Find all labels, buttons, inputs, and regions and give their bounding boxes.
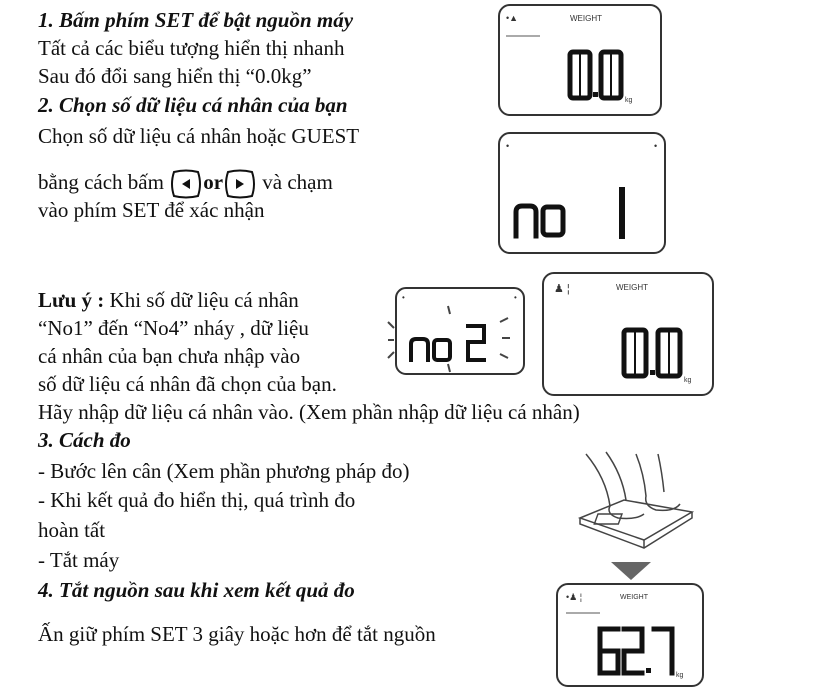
step2-line1: Chọn số dữ liệu cá nhân hoặc GUEST — [38, 124, 360, 148]
lcd-display-final — [556, 583, 704, 687]
step3-line1: - Bước lên cân (Xem phần phương pháp đo) — [38, 459, 410, 483]
final-reading-digits — [600, 629, 672, 673]
lcd-display-no-data — [542, 272, 714, 396]
step4-line1: Ấn giữ phím SET 3 giây hoặc hơn để tắt nguồn — [38, 622, 436, 646]
digit-0-second — [658, 330, 680, 376]
weight-label: WEIGHT — [616, 283, 648, 292]
note-line1 — [38, 288, 299, 312]
status-icons: ♟ ¦ — [554, 283, 570, 295]
digit-0-first — [570, 52, 590, 98]
lcd-display-initial — [498, 4, 662, 116]
step3-line2: - Khi kết quả đo hiển thị, quá trình đo — [38, 488, 356, 512]
weight-label: WEIGHT — [620, 594, 648, 601]
down-triangle-arrow-icon — [611, 562, 651, 582]
digit-0-second — [601, 52, 621, 98]
note-label: Lưu ý : — [38, 288, 105, 312]
stepping-on-scale-illustration — [566, 448, 696, 558]
lcd-display-user-1 — [498, 132, 666, 254]
note-line2: “No1” đến “No4” nháy , dữ liệu — [38, 316, 309, 340]
step1-heading: 1. Bấm phím SET để bật nguồn máy — [38, 8, 354, 32]
right-arrow-button-icon — [223, 168, 257, 200]
step4-heading: 4. Tắt nguồn sau khi xem kết quả đo — [38, 578, 355, 602]
note-line5: Hãy nhập dữ liệu cá nhân vào. (Xem phần nhập dữ liệu cá nhân) — [38, 400, 580, 424]
step2-line3: vào phím SET để xác nhận — [38, 198, 265, 222]
step1-line1: Tất cả các biểu tượng hiển thị nhanh — [38, 36, 345, 60]
dot-icon: • — [506, 141, 510, 151]
digit-0-first — [624, 330, 646, 376]
lcd-display-user-2-flashing — [386, 282, 536, 382]
step2-line2 — [38, 168, 333, 200]
dot-icon: • — [514, 293, 517, 302]
step2-line2-pre: bằng cách bấm — [38, 169, 164, 194]
or-label: or — [203, 169, 224, 194]
step2-heading: 2. Chọn số dữ liệu cá nhân của bạn — [38, 93, 348, 117]
step3-line4: - Tắt máy — [38, 548, 120, 572]
decimal-point — [650, 370, 655, 375]
step3-line3: hoàn tất — [38, 518, 106, 542]
dot-icon: • — [654, 141, 658, 151]
unit-label: kg — [676, 672, 684, 679]
decimal-point — [593, 92, 598, 97]
left-arrow-button-icon — [169, 168, 203, 200]
note-line4: số dữ liệu cá nhân đã chọn của bạn. — [38, 372, 337, 396]
unit-label: kg — [684, 377, 692, 384]
step1-line2: Sau đó đổi sang hiển thị “0.0kg” — [38, 64, 312, 88]
status-icons: •▲ — [506, 13, 519, 23]
status-icons: •♟ ¦ — [566, 592, 583, 602]
note-line3: cá nhân của bạn chưa nhập vào — [38, 344, 301, 368]
user-number-text — [516, 190, 622, 236]
dot-icon: • — [402, 293, 405, 302]
unit-label: kg — [625, 97, 633, 104]
note-line1-text: Khi số dữ liệu cá nhân — [109, 288, 299, 312]
step2-line2-post: và chạm — [262, 169, 333, 194]
step3-heading: 3. Cách đo — [38, 428, 131, 452]
weight-label: WEIGHT — [570, 14, 602, 23]
